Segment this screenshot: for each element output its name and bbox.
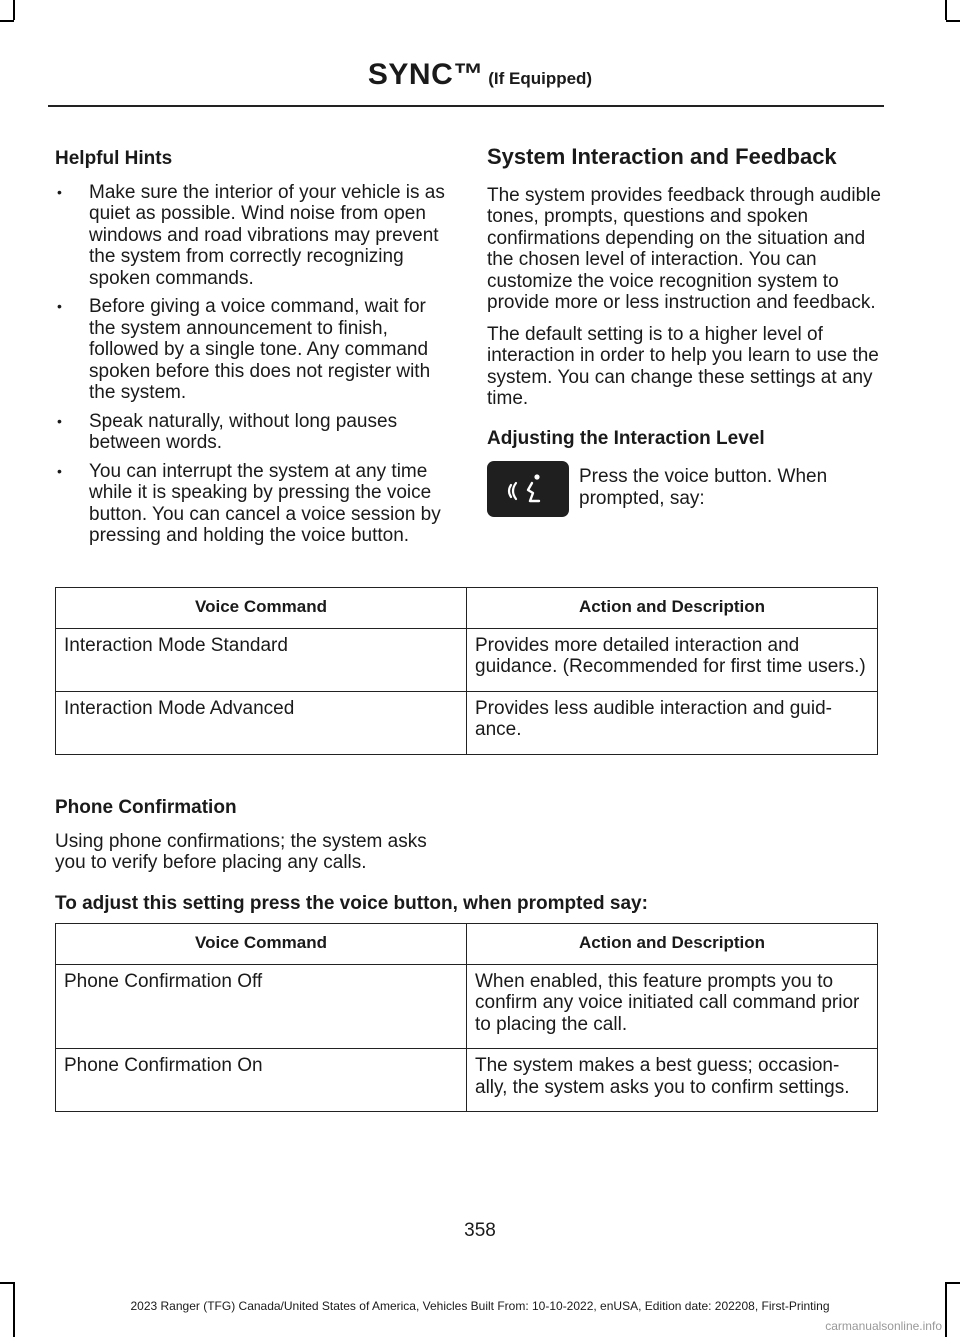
hints-list <box>55 182 450 547</box>
crop-mark <box>945 0 947 20</box>
helpful-hints-heading: Helpful Hints <box>55 148 173 169</box>
command-cell: Phone Confirmation Off <box>56 964 467 1049</box>
header-subtitle: (If Equipped) <box>488 69 593 88</box>
column-header: Action and Description <box>467 588 878 629</box>
crop-mark <box>946 20 960 22</box>
crop-mark <box>946 1282 960 1284</box>
phone-confirmation-heading: Phone Confirmation <box>55 797 237 818</box>
right-column <box>487 146 882 509</box>
watermark: carmanualsonline.info <box>825 1319 942 1333</box>
column-header: Voice Command <box>56 588 467 629</box>
page-header <box>0 58 960 92</box>
command-cell: Interaction Mode Standard <box>56 628 467 691</box>
phone-command-table <box>55 923 878 1112</box>
system-interaction-heading: System Interaction and Feedback <box>487 144 837 169</box>
adjusting-level-heading: Adjusting the Interaction Level <box>487 427 765 449</box>
header-title: SYNC™ <box>367 58 484 91</box>
header-rule <box>48 105 884 107</box>
crop-mark <box>13 0 15 20</box>
paragraph: The default setting is to a higher level of interaction in order to help you learn to use the system. You can change these settings at any time. <box>487 323 879 409</box>
column-header: Action and Description <box>467 924 878 965</box>
table-header-row <box>56 588 878 629</box>
list-item: • Before giving a voice command, wait for the system announcement to finish, followed by a single tone. Any command spoken before this does not register with the system. <box>55 296 450 404</box>
command-cell: Interaction Mode Advanced <box>56 691 467 754</box>
paragraph: Using phone confirmations; the system asks you to verify before placing any calls. <box>55 830 427 873</box>
left-column <box>55 148 450 554</box>
table-header-row <box>56 924 878 965</box>
crop-mark <box>0 20 14 22</box>
voice-button-icon <box>487 461 569 517</box>
paragraph: The system provides feedback through audible tones, prompts, questions and spoken confirmations depending on the situation and the chosen level of interaction. You can customize the voice recognition system to provide more or less instruction and feedback. <box>487 184 881 313</box>
page-number: 358 <box>464 1220 496 1241</box>
list-item: • Make sure the interior of your vehicle is as quiet as possible. Wind noise from open windows and road vibrations may prevent the system from correctly recognizing spoken commands. <box>55 182 450 290</box>
table-row <box>56 628 878 691</box>
voice-instruction <box>487 461 882 509</box>
description-cell: When enabled, this feature prompts you to confirm any voice initiated call command prior to placing the call. <box>467 964 878 1049</box>
list-item: • You can interrupt the system at any time while it is speaking by pressing the voice button. You can cancel a voice session by pressing and holding the voice button. <box>55 461 450 547</box>
description-cell: Provides less audible interaction and guid-ance. <box>467 691 878 754</box>
table-row <box>56 964 878 1049</box>
description-cell: Provides more detailed interaction and guidance. (Recommended for first time users.) <box>467 628 878 691</box>
command-cell: Phone Confirmation On <box>56 1049 467 1112</box>
table-row <box>56 691 878 754</box>
page-footer: 2023 Ranger (TFG) Canada/United States of America, Vehicles Built From: 10-10-2022, enUSA, Edition date: 202208, First-Printing <box>130 1299 830 1313</box>
phone-confirmation-section <box>55 797 450 884</box>
interaction-command-table <box>55 587 878 755</box>
table-row <box>56 1049 878 1112</box>
list-item: • Speak naturally, without long pauses between words. <box>55 411 450 454</box>
description-cell: The system makes a best guess; occasion-ally, the system asks you to confirm settings. <box>467 1049 878 1112</box>
press-voice-text: Press the voice button. When prompted, say: <box>579 466 828 509</box>
column-header: Voice Command <box>56 924 467 965</box>
crop-mark <box>0 1282 14 1284</box>
adjust-instruction: To adjust this setting press the voice button, when prompted say: <box>55 893 648 914</box>
